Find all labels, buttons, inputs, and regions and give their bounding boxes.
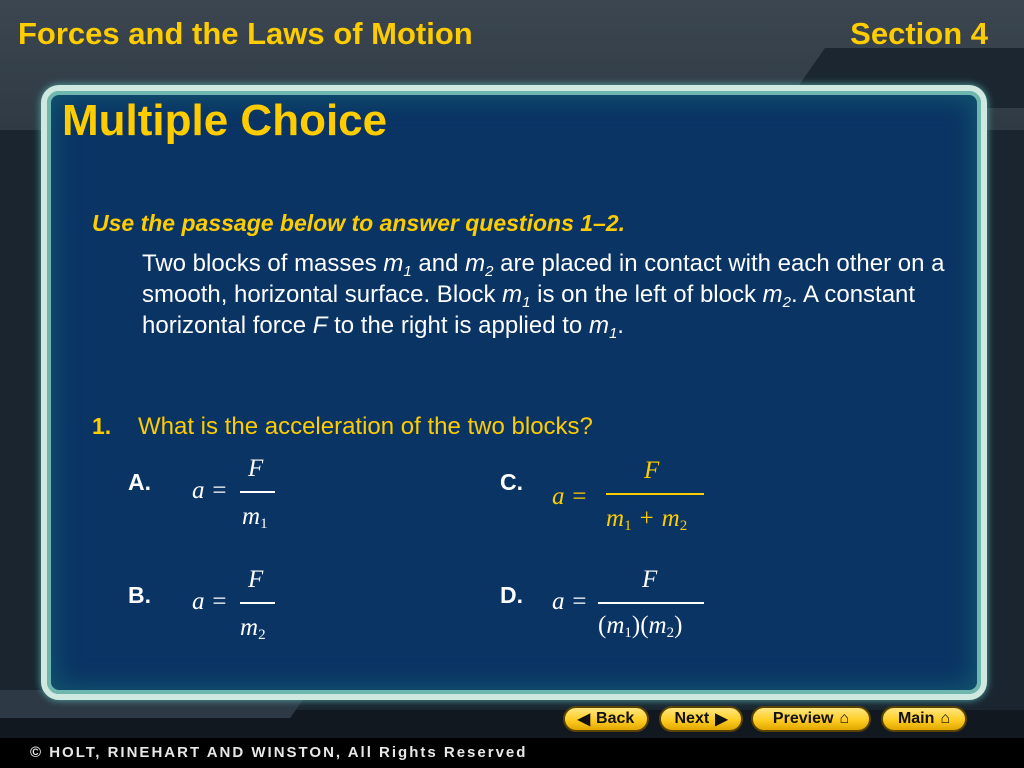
passage-fragment: are placed in contact with each other on a smooth, horizontal surface. Block (142, 250, 945, 308)
left-paren: ( (640, 612, 649, 639)
chevron-left-icon: ◀ (577, 711, 591, 728)
formula-denominator: m (648, 612, 667, 639)
option-c-formula[interactable] (550, 455, 720, 545)
formula-numerator: F (644, 457, 660, 484)
subscript: 1 (624, 518, 632, 534)
option-b-label[interactable]: B. (128, 582, 151, 608)
copyright-text: © HOLT, RINEHART AND WINSTON, All Rights Reserved (30, 744, 528, 761)
fraction-bar (606, 493, 704, 495)
formula-denominator: m (606, 612, 625, 639)
formula-numerator: F (248, 455, 264, 482)
fraction-bar (240, 491, 275, 493)
preview-button-label: Preview (772, 710, 834, 727)
right-paren: ) (631, 612, 641, 639)
passage-fragment: is on the left of block (530, 281, 763, 308)
home-icon: ⌂ (839, 710, 850, 727)
question-number: 1. (92, 413, 112, 439)
subscript: 1 (260, 516, 268, 532)
formula-lhs: a = (552, 588, 588, 615)
next-button[interactable] (659, 706, 743, 732)
formula-lhs: a = (192, 588, 228, 615)
formula-denominator: m (242, 503, 261, 530)
main-button-label: Main (897, 710, 935, 727)
option-a-formula[interactable] (190, 455, 290, 535)
option-d-formula[interactable] (550, 566, 720, 656)
subscript: 2 (485, 263, 494, 280)
passage-fragment: . (617, 312, 624, 339)
chevron-right-icon: ▶ (715, 711, 728, 728)
mass-variable: m (588, 312, 609, 339)
preview-button[interactable] (751, 706, 871, 732)
mass-variable: m (465, 250, 486, 277)
question-text: What is the acceleration of the two blocks? (138, 413, 593, 440)
subscript: 1 (624, 625, 632, 641)
passage-fragment: and (411, 250, 466, 277)
mass-variable: m (502, 281, 523, 308)
passage-fragment: . A constant horizontal force (142, 281, 916, 339)
subscript: 1 (608, 325, 618, 342)
subscript: 1 (403, 263, 412, 280)
formula-numerator: F (248, 566, 264, 593)
subscript: 2 (666, 625, 675, 641)
force-variable: F (312, 312, 328, 339)
back-button-label: Back (596, 710, 635, 727)
passage-fragment: Two blocks of masses (142, 250, 384, 277)
next-button-label: Next (674, 710, 710, 727)
formula-numerator: F (642, 566, 658, 593)
passage-fragment: to the right is applied to (327, 312, 589, 339)
fraction-bar (240, 602, 275, 604)
subscript: 1 (522, 294, 531, 311)
option-c-label[interactable]: C. (500, 469, 523, 495)
formula-lhs: a = (192, 477, 228, 504)
instruction-text: Use the passage below to answer questions 1–2. (92, 210, 626, 236)
option-a-label[interactable]: A. (128, 469, 151, 495)
chapter-title: Forces and the Laws of Motion (18, 16, 473, 51)
main-button[interactable] (881, 706, 967, 732)
subscript: 2 (679, 518, 688, 534)
subscript: 2 (258, 627, 266, 643)
subscript: 2 (782, 294, 791, 311)
option-b-formula[interactable] (190, 566, 290, 646)
left-paren: ( (598, 612, 607, 639)
home-icon: ⌂ (940, 710, 951, 727)
panel-title: Multiple Choice (62, 96, 388, 145)
option-d-label[interactable]: D. (500, 582, 523, 608)
passage-text (142, 248, 972, 341)
formula-lhs: a = (552, 483, 588, 510)
section-label: Section 4 (850, 16, 988, 51)
back-button[interactable] (563, 706, 649, 732)
right-paren: ) (674, 612, 683, 639)
formula-denominator: m (606, 505, 625, 532)
plus-sign: + (639, 505, 654, 532)
formula-denominator: m (661, 505, 680, 532)
mass-variable: m (383, 250, 404, 277)
formula-denominator: m (240, 614, 259, 641)
mass-variable: m (762, 281, 783, 308)
fraction-bar (598, 602, 704, 604)
